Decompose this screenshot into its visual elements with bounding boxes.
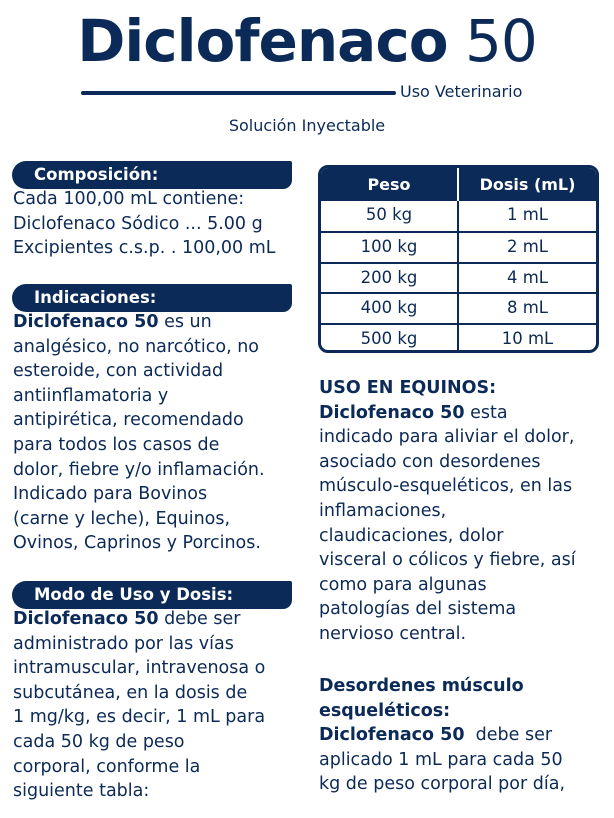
section-heading-indicaciones: Indicaciones: [12,284,292,312]
text-line: músculo-esqueléticos, en las [319,476,573,497]
product-name: Diclofenaco [77,7,448,75]
text-line: aplicado 1 mL para cada 50 [319,749,563,770]
cell-peso: 200 kg [321,264,459,292]
column-header-peso: Peso [321,168,459,201]
tagline: Uso Veterinario [400,82,523,101]
indicaciones-text [13,310,265,556]
cell-peso: 50 kg [321,201,459,231]
table-header [321,168,596,201]
text-line: antiinflamatoria y [13,385,169,406]
cell-peso: 100 kg [321,233,459,261]
text-line: antipirética, recomendado [13,410,244,431]
section-heading-desordenes: Desordenes músculo [319,676,524,696]
product-strength: 50 [465,7,537,75]
text-line: analgésico, no narcótico, no [13,336,259,357]
table-row [321,292,596,322]
product-name-bold: Diclofenaco 50 [13,312,159,332]
text-line: Cada 100,00 mL contiene: [13,189,245,209]
table-row [321,262,596,292]
text-line: administrado por las vías [13,633,234,654]
cell-dosis: 1 mL [506,205,548,224]
text-line: esteroide, con actividad [13,361,224,382]
text-line: claudicaciones, dolor [319,525,504,546]
text-fragment: es un [158,312,212,332]
text-line: Excipientes c.s.p. . 100,00 mL [13,238,276,259]
product-name-bold: Diclofenaco 50 [319,402,465,423]
text-fragment: esta [464,402,508,423]
subtitle: Solución Inyectable [228,116,386,135]
section-heading-composicion: Composición: [12,161,292,189]
text-fragment: debe ser [464,725,553,746]
text-line [13,310,265,335]
text-line: Ovinos, Caprinos y Porcinos. [13,533,261,554]
text-line: inflamaciones, [319,500,447,521]
product-name-bold: Diclofenaco 50 [319,725,465,746]
table-row [321,323,596,353]
text-line: corporal, conforme la [13,756,201,777]
text-line: (carne y leche), Equinos, [13,508,231,529]
cell-dosis: 10 mL [501,328,554,348]
text-line [13,607,265,632]
text-line: 1 mg/kg, es decir, 1 mL para [13,707,266,728]
text-line: como para algunas [319,574,487,595]
dose-table [318,165,599,353]
cell-peso: 500 kg [321,325,459,353]
column-header-dosis: Dosis (mL) [479,175,576,194]
text-line: nervioso central. [319,623,467,644]
text-line [319,723,565,748]
cell-dosis: 4 mL [506,267,548,287]
text-line: dolor, fiebre y/o inflamación. [13,459,265,480]
section-heading-uso-equinos: USO EN EQUINOS: [319,378,497,398]
text-line: siguiente tabla: [13,781,150,802]
text-line: para todos los casos de [13,434,220,455]
text-line: indicado para aliviar el dolor, [319,427,575,448]
cell-peso: 400 kg [321,294,459,322]
text-line: asociado con desordenes [319,451,541,472]
cell-dosis: 2 mL [506,237,548,257]
text-line: patologías del sistema [319,599,517,620]
text-line: kg de peso corporal por día, [319,774,566,795]
product-title [0,6,614,76]
text-line: Diclofenaco Sódico ... 5.00 g [13,213,263,234]
title-divider [81,91,396,95]
composicion-text [13,187,276,261]
section-heading-desordenes-cont: esqueléticos: [319,700,451,721]
product-name-bold: Diclofenaco 50 [13,609,159,629]
section-heading-modo-uso: Modo de Uso y Dosis: [12,581,292,609]
modo-uso-text [13,607,265,804]
text-line: cada 50 kg de peso [13,731,185,752]
text-fragment: debe ser [158,609,241,629]
text-line: intramuscular, intravenosa o [13,658,266,679]
text-line [319,401,576,426]
text-line: subcutánea, en la dosis de [13,682,248,703]
text-line: visceral o cólicos y fiebre, así [319,550,576,571]
text-line: Indicado para Bovinos [13,484,208,505]
table-body [321,201,596,353]
table-row [321,231,596,261]
uso-equinos-text [319,376,576,647]
desordenes-text [319,674,565,797]
cell-dosis: 8 mL [506,298,548,318]
table-row [321,201,596,231]
